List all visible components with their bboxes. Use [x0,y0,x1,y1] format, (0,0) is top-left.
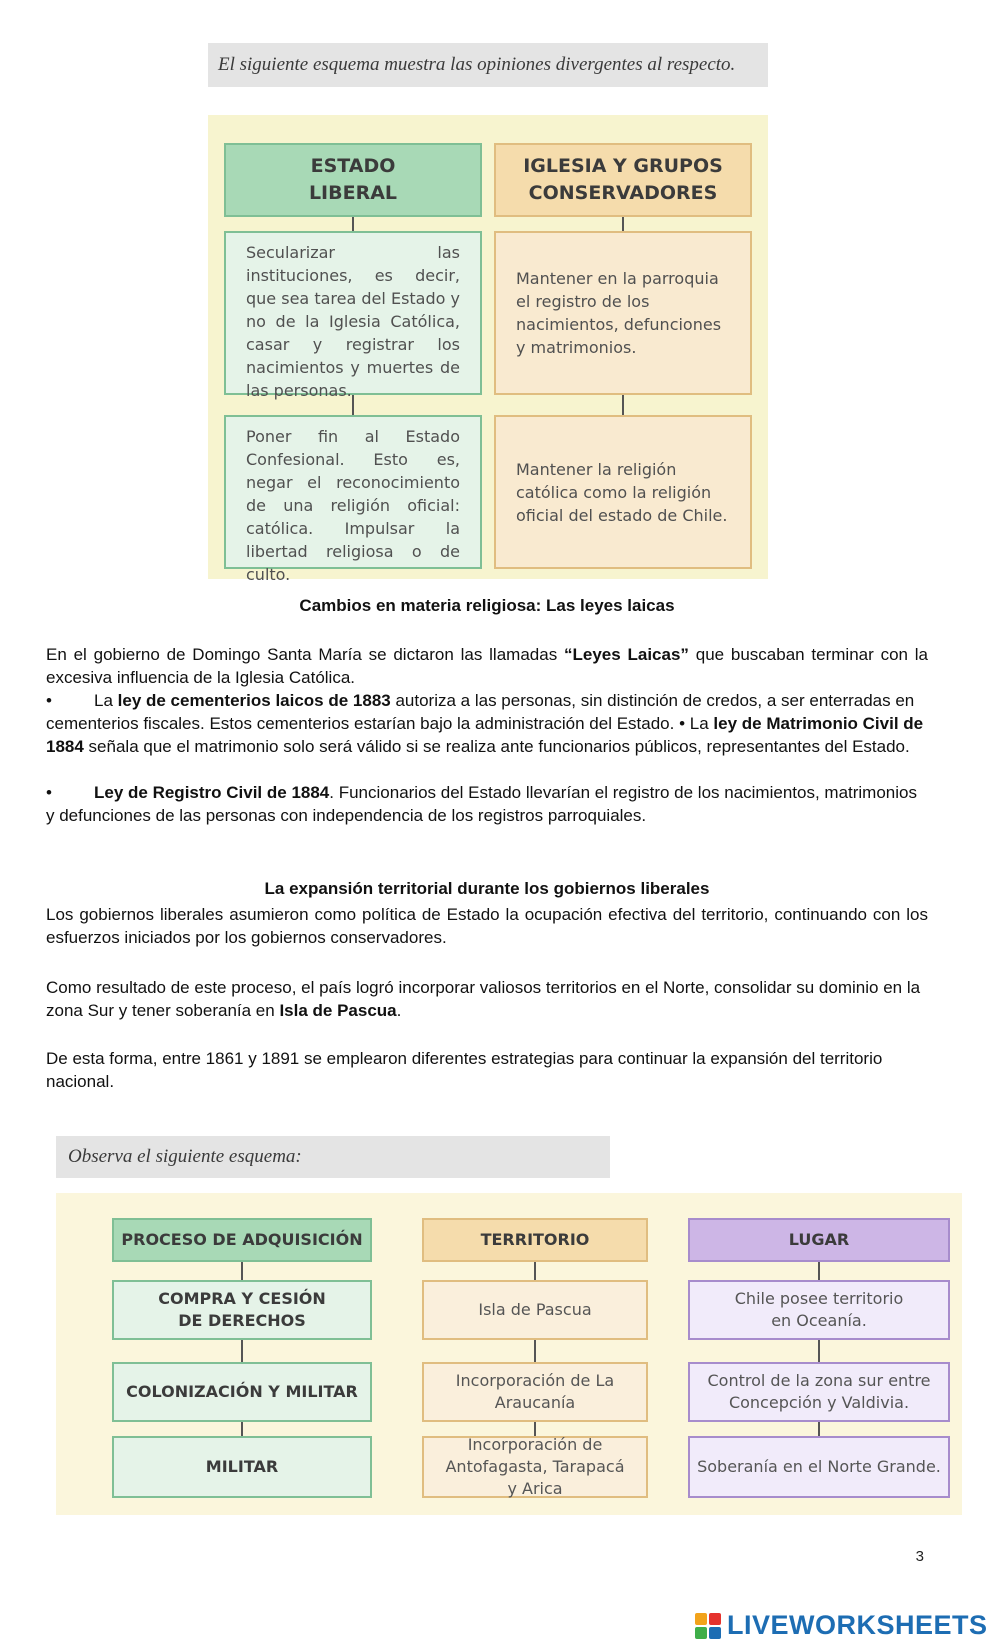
liveworksheets-logo [695,1610,988,1641]
ley-matrimonio-term: ley de Matrimonio Civil de 1884 [46,714,924,756]
isla-de-pascua-term: Isla de Pascua [279,1001,397,1020]
row1-lugar-text: Chile posee territorio en Oceanía. [734,1289,904,1330]
liveworksheets-logo-text: LIVEWORKSHEETS [727,1610,988,1640]
connector [818,1340,820,1362]
header-proceso: PROCESO DE ADQUISICIÓN [112,1218,372,1262]
text: En el gobierno de Domingo Santa María se dictaron las llamadas [46,645,564,664]
row3-lugar: Soberanía en el Norte Grande. [688,1436,950,1498]
row2-lugar-text: Control de la zona sur entre Concepción y Valdivia. [707,1371,931,1412]
text: La [94,691,118,710]
estado-liberal-header [224,143,482,217]
section2-title: La expansión territorial durante los gobiernos liberales [264,879,710,898]
row1-lugar [688,1280,950,1340]
section1-bullet-1 [46,689,928,758]
ley-registro-term: Ley de Registro Civil de 1884 [94,783,330,802]
diagram2-caption: Observa el siguiente esquema: [56,1136,610,1178]
connector [241,1262,243,1280]
iglesia-box-1 [494,231,752,395]
iglesia-box-1-text: Mantener en la parroquia el registro de los nacimientos, defunciones y matrimonios. [516,269,722,357]
bullet: • [46,691,52,710]
row1-proceso-text: COMPRA Y CESIÓN DE DERECHOS [158,1289,326,1330]
section2-p3: De esta forma, entre 1861 y 1891 se emplearon diferentes estrategias para continuar la expansión del territorio nacional. [46,1049,883,1091]
iglesia-box-2 [494,415,752,569]
text: . Funcionarios del Estado llevarían el registro de los nacimientos, matrimonios y defunciones de las personas con independencia de los registros parroquiales. [46,783,917,825]
section1-title: Cambios en materia religiosa: Las leyes laicas [299,596,675,615]
estado-liberal-box-1: Secularizar las instituciones, es decir, que sea tarea del Estado y no de la Iglesia Católica, casar y registrar los nacimientos y muertes de las personas. [224,231,482,395]
connector [818,1262,820,1280]
iglesia-header [494,143,752,217]
header-territorio: TERRITORIO [422,1218,648,1262]
section2-p1: Los gobiernos liberales asumieron como política de Estado la ocupación efectiva del territorio, continuando con los esfuerzos iniciados por los gobiernos conservadores. [46,905,928,947]
diagram1 [208,115,768,584]
estado-liberal-title: ESTADO LIBERAL [308,155,398,204]
connector [352,217,354,231]
row3-proceso: MILITAR [112,1436,372,1498]
section1-intro [46,643,928,689]
section1-bullet-2 [46,781,928,827]
row2-territorio: Incorporación de La Araucanía [422,1362,648,1422]
row3-territorio [422,1436,648,1498]
connector [352,395,354,415]
text: . [396,1001,402,1020]
iglesia-box-2-text: Mantener la religión católica como la religión oficial del estado de Chile. [516,459,728,525]
row2-proceso: COLONIZACIÓN Y MILITAR [112,1362,372,1422]
connector [534,1262,536,1280]
row2-lugar [688,1362,950,1422]
connector [818,1422,820,1436]
section2-p2 [46,976,928,1022]
leyes-laicas-term: “Leyes Laicas” [564,645,689,664]
row3-territorio-text: Incorporación de Antofagasta, Tarapacá y Arica [445,1435,625,1498]
connector [241,1422,243,1436]
connector [622,217,624,231]
header-lugar: LUGAR [688,1218,950,1262]
connector [534,1340,536,1362]
diagram1-caption: El siguiente esquema muestra las opiniones divergentes al respecto. [208,43,768,87]
bullet: • [46,783,52,802]
iglesia-title: IGLESIA Y GRUPOS CONSERVADORES [523,155,723,204]
page-number: 3 [915,1548,924,1565]
text: que buscaban terminar con la excesiva influencia de la Iglesia Católica. [46,645,929,687]
row1-territorio: Isla de Pascua [422,1280,648,1340]
ley-cementerios-term: ley de cementerios laicos de 1883 [117,691,391,710]
row1-proceso [112,1280,372,1340]
connector [622,395,624,415]
diagram2 [56,1193,962,1515]
connector [241,1340,243,1362]
text: autoriza a las personas, sin distinción de credos, a ser enterradas en cementerios fiscales. Estos cementerios estarían bajo la administración del Estado. • La [46,691,915,733]
text: Como resultado de este proceso, el país logró incorporar valiosos territorios en el Norte, consolidar su dominio en la zona Sur y tener soberanía en [46,978,921,1020]
liveworksheets-logo-icon [695,1613,721,1639]
estado-liberal-box-2: Poner fin al Estado Confesional. Esto es, negar el reconocimiento de una religión oficial: católica. Impulsar la libertad religiosa o de culto. [224,415,482,569]
text: señala que el matrimonio solo será válido si se realiza ante funcionarios públicos, representantes del Estado. [83,737,910,756]
